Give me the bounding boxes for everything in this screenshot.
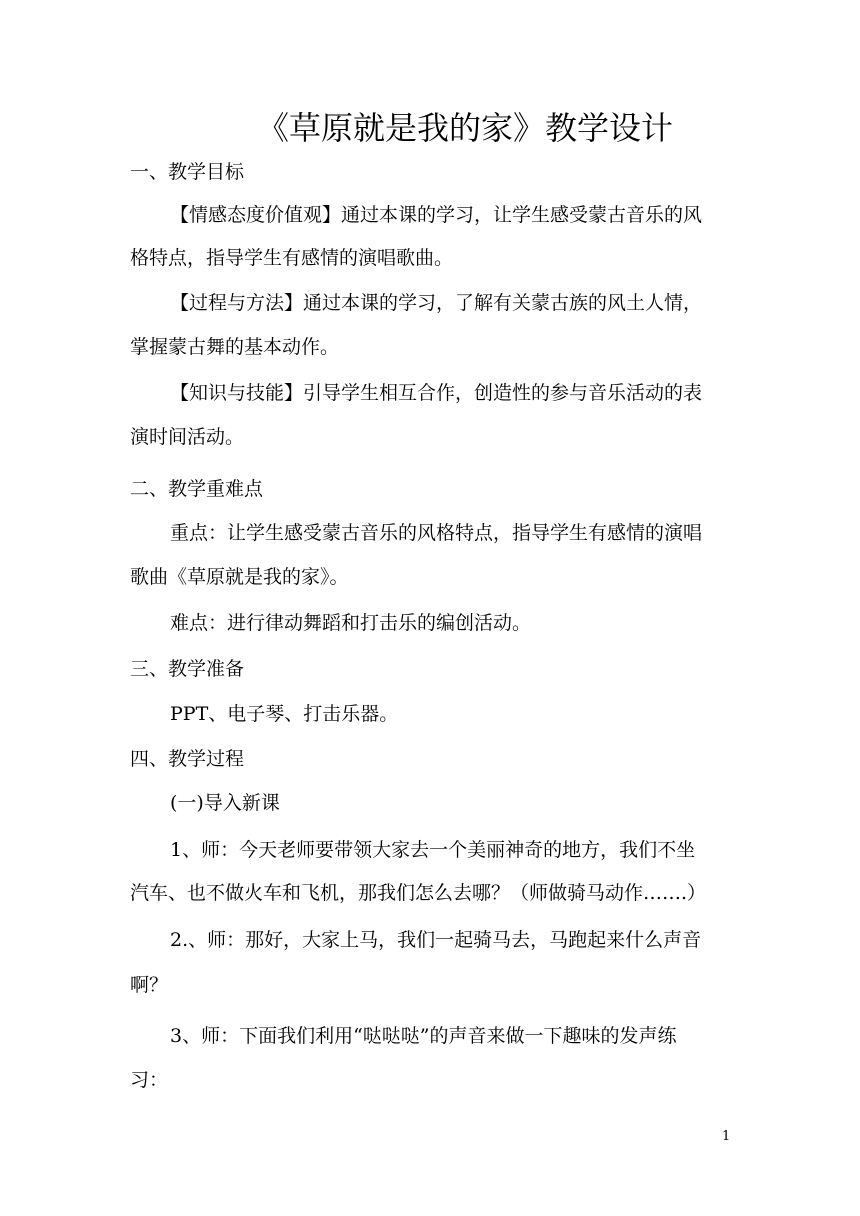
paragraph-line: 掌握蒙古舞的基本动作。: [130, 336, 340, 358]
paragraph-line: 格特点，指导学生有感情的演唱歌曲。: [130, 247, 454, 269]
paragraph-line: 啊？: [130, 974, 169, 996]
paragraph-line: 1、师：今天老师要带领大家去一个美丽神奇的地方，我们不坐: [170, 839, 696, 861]
paragraph-line: 【知识与技能】引导学生相互合作，创造性的参与音乐活动的表: [170, 382, 703, 404]
paragraph-line: 汽车、也不做火车和飞机，那我们怎么去哪？（师做骑马动作…….）: [130, 882, 707, 904]
paragraph-line: 【过程与方法】通过本课的学习，了解有关蒙古族的风土人情，: [170, 292, 703, 314]
paragraph-line: 【情感态度价值观】通过本课的学习，让学生感受蒙古音乐的风: [170, 204, 703, 226]
subsection-heading: (一)导入新课: [170, 792, 280, 814]
section-heading-key-points: 二、教学重难点: [130, 478, 264, 500]
paragraph-line: 2.、师：那好，大家上马，我们一起骑马去，马跑起来什么声音: [170, 929, 702, 951]
paragraph-line: 难点：进行律动舞蹈和打击乐的编创活动。: [170, 612, 532, 634]
paragraph-line: 歌曲《草原就是我的家》。: [130, 566, 349, 588]
section-heading-preparation: 三、教学准备: [130, 658, 245, 680]
paragraph-line: 演时间活动。: [130, 426, 245, 448]
paragraph-line: PPT、电子琴、打击乐器。: [170, 703, 399, 725]
section-heading-process: 四、教学过程: [130, 748, 245, 770]
paragraph-line: 3、师：下面我们利用“哒哒哒”的声音来做一下趣味的发声练: [170, 1025, 677, 1047]
document-title: 《草原就是我的家》教学设计: [256, 109, 673, 147]
paragraph-line: 习：: [130, 1069, 169, 1091]
page-number: 1: [722, 1129, 731, 1144]
section-heading-goals: 一、教学目标: [130, 161, 245, 183]
paragraph-line: 重点：让学生感受蒙古音乐的风格特点，指导学生有感情的演唱: [170, 522, 703, 544]
